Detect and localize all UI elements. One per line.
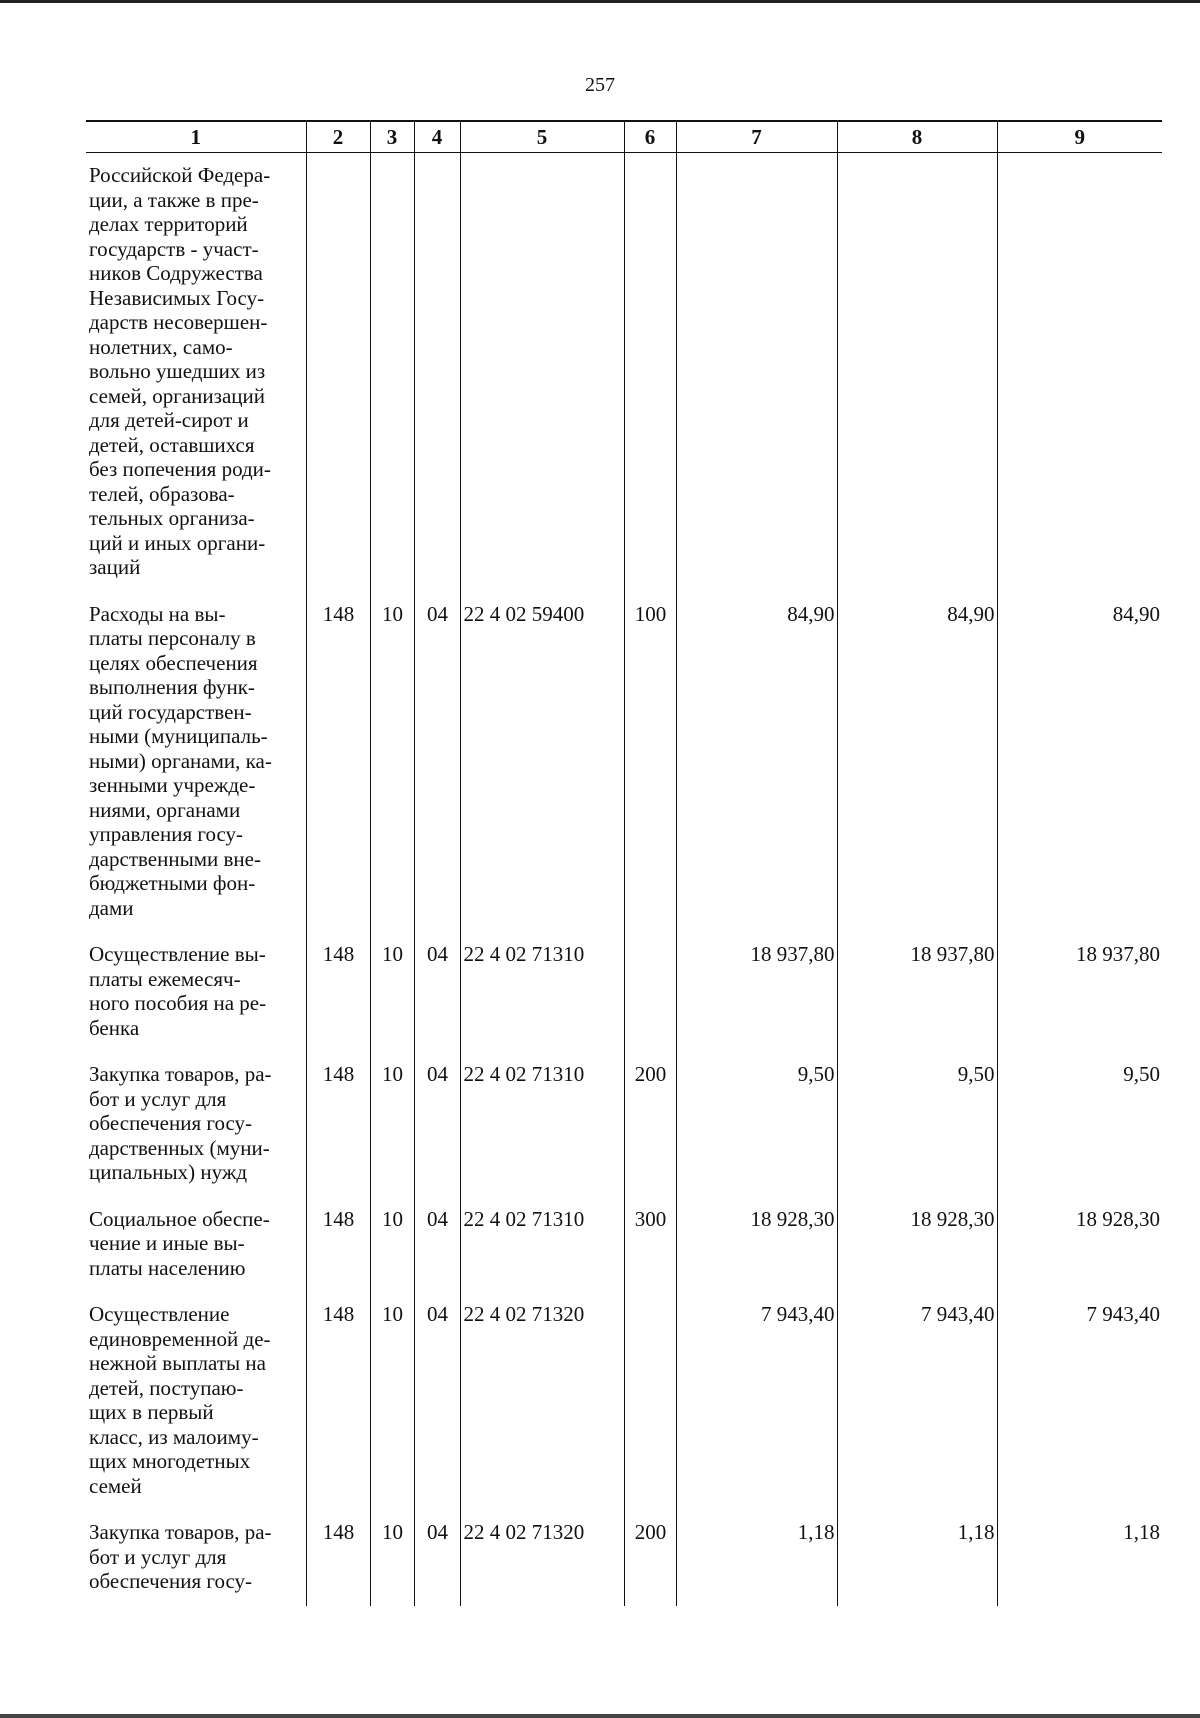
description-line: нолетних, само- [89,334,233,359]
description-line: государств - участ- [89,236,259,261]
cell-amount-col9 [997,153,1162,592]
description-line: Закупка товаров, ра- [89,1520,272,1544]
description-line: ного пособия на ре- [89,991,267,1015]
cell-ministry-code: 148 [306,1510,370,1606]
cell-amount-col8: 18 928,30 [837,1197,997,1293]
description-line: Осуществление вы- [89,942,266,966]
cell-target-article: 22 4 02 59400 [460,592,624,933]
page-top-edge [0,0,1200,3]
table-row [86,1292,1162,1510]
description-line: ций и иных органи- [89,530,266,555]
cell-amount-col9: 7 943,40 [997,1292,1162,1510]
description-line: Социальное обеспе- [89,1206,270,1231]
cell-amount-col8: 9,50 [837,1052,997,1197]
cell-amount-col7: 84,90 [676,592,837,933]
column-header-7: 7 [676,121,837,153]
description-line: нежной выплаты на [89,1351,266,1375]
description-line: целях обеспечения [89,650,258,675]
description-line: ными) органами, ка- [89,748,272,773]
description-line: класс, из малоиму- [89,1424,259,1449]
cell-expense-type [624,932,676,1052]
description-line: Расходы на вы- [89,601,226,626]
cell-amount-col7: 9,50 [676,1052,837,1197]
column-header-5: 5 [460,121,624,153]
cell-subsection-code: 04 [414,1052,460,1197]
cell-description [86,1292,306,1510]
cell-ministry-code: 148 [306,592,370,933]
cell-expense-type [624,1292,676,1510]
table-header [86,121,1162,153]
cell-ministry-code: 148 [306,1292,370,1510]
description-line: детей, поступаю- [89,1375,244,1400]
description-line: семей [89,1473,142,1498]
cell-expense-type: 200 [624,1510,676,1606]
description-line: бюджетными фон- [89,871,256,895]
cell-section-code: 10 [370,1510,414,1606]
cell-amount-col8 [837,153,997,592]
table-row [86,1197,1162,1293]
table-row [86,1052,1162,1197]
description-line: дарственных (муни- [89,1135,270,1160]
description-line: бенка [89,1015,140,1040]
cell-subsection-code [414,153,460,592]
description-line: семей, организаций [89,383,265,408]
cell-subsection-code: 04 [414,1510,460,1606]
cell-section-code: 10 [370,1197,414,1293]
table-row [86,153,1162,592]
cell-ministry-code [306,153,370,592]
cell-target-article: 22 4 02 71310 [460,932,624,1052]
cell-section-code [370,153,414,592]
column-header-8: 8 [837,121,997,153]
cell-amount-col9: 1,18 [997,1510,1162,1606]
description-line: для детей-сирот и [89,408,249,432]
cell-target-article: 22 4 02 71320 [460,1292,624,1510]
cell-section-code: 10 [370,1292,414,1510]
cell-ministry-code: 148 [306,1197,370,1293]
cell-expense-type [624,153,676,592]
cell-description [86,1052,306,1197]
column-header-2: 2 [306,121,370,153]
cell-description [86,1197,306,1293]
cell-ministry-code: 148 [306,932,370,1052]
description-line: бот и услуг для [89,1086,227,1111]
description-line: ципальных) нужд [89,1160,248,1184]
description-line: обеспечения госу- [89,1569,253,1593]
column-header-6: 6 [624,121,676,153]
description-line: щих в первый [89,1400,214,1424]
cell-section-code: 10 [370,592,414,933]
cell-section-code: 10 [370,1052,414,1197]
description-line: без попечения роди- [89,457,271,481]
page-bottom-edge [0,1714,1200,1718]
description-line: детей, оставшихся [89,432,255,457]
cell-target-article: 22 4 02 71320 [460,1510,624,1606]
cell-expense-type: 300 [624,1197,676,1293]
description-line: ниями, органами [89,797,241,822]
table-row [86,592,1162,933]
description-line: ции, а также в пре- [89,187,259,212]
description-line: зенными учрежде- [89,773,256,797]
description-line: бот и услуг для [89,1544,227,1569]
description-line: щих многодетных [89,1449,251,1473]
column-header-3: 3 [370,121,414,153]
table-row [86,1510,1162,1606]
page-number: 257 [585,74,615,96]
description-line: платы персоналу в [89,626,256,650]
table-body [86,153,1162,1606]
cell-section-code: 10 [370,932,414,1052]
cell-amount-col9: 84,90 [997,592,1162,933]
column-header-9: 9 [997,121,1162,153]
description-line: ными (муниципаль- [89,724,268,748]
cell-description [86,932,306,1052]
cell-amount-col8: 7 943,40 [837,1292,997,1510]
cell-description [86,1510,306,1606]
cell-expense-type: 100 [624,592,676,933]
description-line: Независимых Госу- [89,285,265,310]
description-line: тельных организа- [89,506,255,530]
description-line: заций [89,555,141,579]
header-row [86,121,1162,153]
description-line: дарств несовершен- [89,310,268,334]
cell-amount-col9: 9,50 [997,1052,1162,1197]
cell-amount-col8: 1,18 [837,1510,997,1606]
cell-amount-col8: 84,90 [837,592,997,933]
cell-amount-col9: 18 928,30 [997,1197,1162,1293]
table-row [86,932,1162,1052]
description-line: вольно ушедших из [89,359,266,383]
cell-ministry-code: 148 [306,1052,370,1197]
cell-amount-col8: 18 937,80 [837,932,997,1052]
column-header-4: 4 [414,121,460,153]
cell-amount-col7: 18 928,30 [676,1197,837,1293]
cell-amount-col9: 18 937,80 [997,932,1162,1052]
cell-target-article: 22 4 02 71310 [460,1052,624,1197]
description-line: Российской Федера- [89,163,271,187]
description-line: Закупка товаров, ра- [89,1062,272,1086]
cell-description [86,592,306,933]
description-line: выполнения функ- [89,675,255,699]
description-line: ников Содружества [89,261,263,285]
description-line: чение и иные вы- [89,1231,245,1255]
cell-target-article [460,153,624,592]
description-line: управления госу- [89,822,244,846]
cell-description [86,153,306,592]
cell-subsection-code: 04 [414,1197,460,1293]
cell-expense-type: 200 [624,1052,676,1197]
cell-subsection-code: 04 [414,592,460,933]
cell-amount-col7: 7 943,40 [676,1292,837,1510]
cell-amount-col7 [676,153,837,592]
description-line: ций государствен- [89,699,252,724]
description-line: обеспечения госу- [89,1111,253,1135]
cell-subsection-code: 04 [414,1292,460,1510]
cell-amount-col7: 1,18 [676,1510,837,1606]
description-line: дарственными вне- [89,846,261,871]
description-line: Осуществление [89,1302,230,1326]
description-line: единовременной де- [89,1326,271,1351]
cell-subsection-code: 04 [414,932,460,1052]
description-line: платы населению [89,1255,246,1280]
cell-target-article: 22 4 02 71310 [460,1197,624,1293]
description-line: телей, образова- [89,481,235,506]
budget-table [86,120,1162,1606]
cell-amount-col7: 18 937,80 [676,932,837,1052]
column-header-1: 1 [86,121,306,153]
description-line: делах территорий [89,212,248,236]
description-line: дами [89,895,134,920]
description-line: платы ежемесяч- [89,966,241,991]
